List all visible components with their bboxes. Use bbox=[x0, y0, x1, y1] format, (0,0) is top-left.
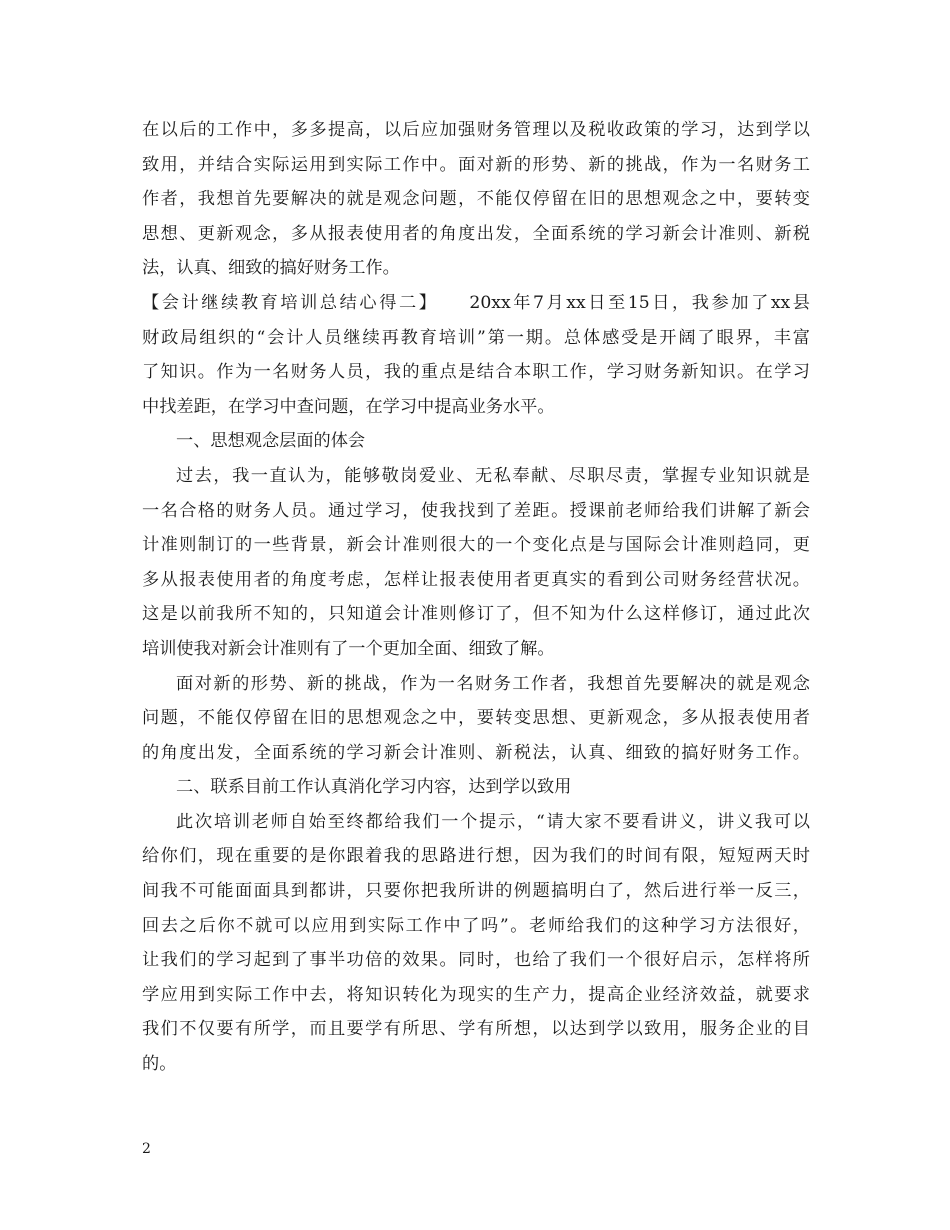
text-line: 中找差距，在学习中查问题，在学习中提高业务水平。 bbox=[142, 396, 555, 417]
text-line: 过去，我一直认为，能够敬岗爱业、无私奉献、尽职尽责，掌握专业知识就是 bbox=[176, 465, 810, 486]
text-line: 问题，不能仅停留在旧的思想观念之中，要转变思想、更新观念，多从报表使用者 bbox=[142, 708, 810, 729]
text-line: 多从报表使用者的角度考虑，怎样让报表使用者更真实的看到公司财务经营状况。 bbox=[142, 569, 810, 590]
page-number: 2 bbox=[142, 1141, 151, 1157]
text-line: 致用，并结合实际运用到实际工作中。面对新的形势、新的挑战，作为一名财务工 bbox=[142, 154, 810, 175]
text-line: 法，认真、细致的搞好财务工作。 bbox=[142, 258, 400, 279]
text-line: 让我们的学习起到了事半功倍的效果。同时，也给了我们一个很好启示，怎样将所 bbox=[142, 950, 810, 971]
text-line: 一名合格的财务人员。通过学习，使我找到了差距。授课前老师给我们讲解了新会 bbox=[142, 500, 810, 521]
text-line: 这是以前我所不知的，只知道会计准则修订了，但不知为什么这样修订，通过此次 bbox=[142, 604, 810, 625]
text-line: 在以后的工作中，多多提高，以后应加强财务管理以及税收政策的学习，达到学以 bbox=[142, 120, 810, 140]
text-line: 计准则制订的一些背景，新会计准则很大的一个变化点是与国际会计准则趋同，更 bbox=[142, 535, 810, 556]
text-line: 财政局组织的“会计人员继续再教育培训”第一期。总体感受是开阔了眼界，丰富 bbox=[142, 327, 810, 348]
text-line: 二、联系目前工作认真消化学习内容，达到学以致用 bbox=[176, 777, 572, 798]
text-line: 面对新的形势、新的挑战，作为一名财务工作者，我想首先要解决的就是观念 bbox=[176, 673, 810, 694]
text-line: 此次培训老师自始至终都给我们一个提示，“请大家不要看讲义，讲义我可以 bbox=[176, 811, 810, 832]
text-line: 一、思想观念层面的体会 bbox=[176, 431, 366, 452]
text-line: 了知识。作为一名财务人员，我的重点是结合本职工作，学习财务新知识。在学习 bbox=[142, 362, 810, 383]
text-line: 的。 bbox=[142, 1054, 177, 1075]
text-line: 【会计继续教育培训总结心得二】 20xx年7月xx日至15日，我参加了xx县 bbox=[142, 292, 810, 313]
text-line: 回去之后你不就可以应用到实际工作中了吗”。老师给我们的这种学习方法很好， bbox=[142, 915, 810, 936]
text-line: 的角度出发，全面系统的学习新会计准则、新税法，认真、细致的搞好财务工作。 bbox=[142, 742, 810, 763]
text-line: 我们不仅要有所学，而且要学有所思、学有所想，以达到学以致用，服务企业的目 bbox=[142, 1019, 810, 1040]
text-line: 思想、更新观念，多从报表使用者的角度出发，全面系统的学习新会计准则、新税 bbox=[142, 223, 810, 244]
text-line: 培训使我对新会计准则有了一个更加全面、细致了解。 bbox=[142, 638, 555, 659]
text-line: 给你们，现在重要的是你跟着我的思路进行想，因为我们的时间有限，短短两天时 bbox=[142, 846, 810, 867]
document-body bbox=[142, 113, 810, 1082]
text-line: 作者，我想首先要解决的就是观念问题，不能仅停留在旧的思想观念之中，要转变 bbox=[142, 189, 810, 210]
text-line: 学应用到实际工作中去，将知识转化为现实的生产力，提高企业经济效益，就要求 bbox=[142, 984, 810, 1005]
text-line: 间我不可能面面具到都讲，只要你把我所讲的例题搞明白了，然后进行举一反三， bbox=[142, 881, 810, 902]
